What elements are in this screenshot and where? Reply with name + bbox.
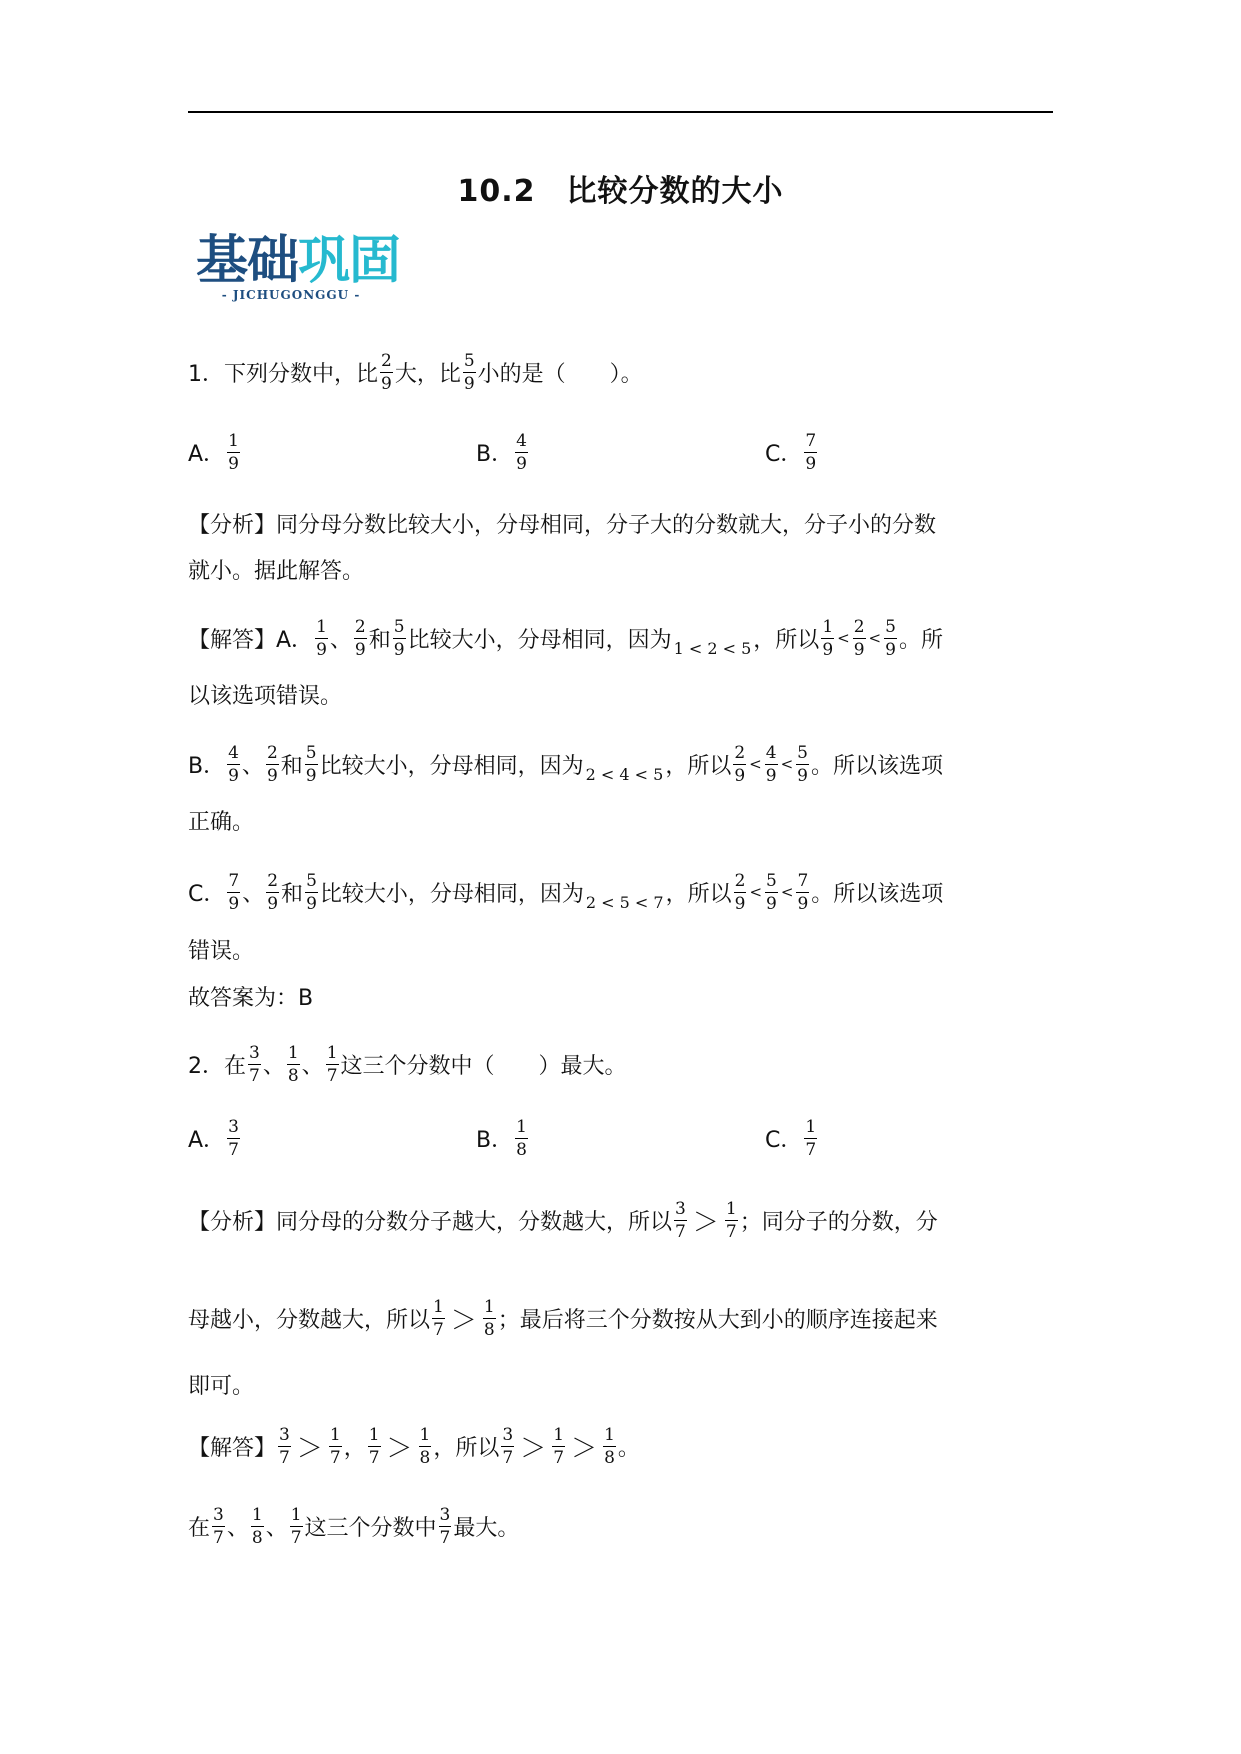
- q1-analysis: 【分析】同分母分数比较大小，分母相同，分子大的分数就大，分子小的分数: [188, 512, 937, 538]
- q2-analysis-cont: 母越小，分数越大，所以 1 7 ＞ 1 8 ；最后将三个分数按从大到小的顺序连接起来: [188, 1296, 938, 1340]
- q1-option-a: A． 1 9: [188, 430, 239, 474]
- q2-analysis: 【分析】同分母的分数分子越大，分数越大，所以 3 7 ＞ 1 7 ；同分子的分数，分: [188, 1198, 938, 1242]
- page-title: 10.2 比较分数的大小: [457, 174, 784, 209]
- q2-stem: 2．在 3 7 、 1 8 、 1 7 这三个分数中（ ）最大。: [188, 1042, 627, 1086]
- q1-solution-b-cont: 正确。: [188, 809, 255, 835]
- q2-conclusion: 在 3 7 、 1 8 、 1 7 这三个分数中 3 7 最大。: [188, 1504, 520, 1548]
- q1-solution-c: C． 7 9 、 2 9 和 5 9 比较大小，分母相同，因为 2 < 5 < 7 ，所以 2 9 < 5 9 < 7 9 。所以该选项: [188, 870, 944, 914]
- q2-option-c: C． 1 7: [765, 1116, 817, 1160]
- section-logo: [196, 232, 412, 306]
- fraction: 2 9: [381, 350, 392, 394]
- q2-solution: 【解答】 3 7 ＞ 1 7 ， 1 7 ＞ 1 8 ，所以 3 7 ＞ 1 7 ＞ 1 8 。: [188, 1424, 640, 1468]
- header-rule: [188, 111, 1053, 113]
- q2-analysis-end: 即可。: [188, 1373, 255, 1399]
- q1-solution-a: 【解答】A． 1 9 、 2 9 和 5 9 比较大小，分母相同，因为 1 < 2 < 5 ，所以 1 9 < 2 9 < 5 9 。所: [188, 616, 943, 660]
- q1-analysis-cont: 就小。据此解答。: [188, 558, 365, 584]
- q1-answer: 故答案为：B: [188, 985, 314, 1011]
- q1-option-c: C． 7 9: [765, 430, 817, 474]
- logo-subtitle: - JICHUGONGGU -: [221, 288, 361, 302]
- q1-stem: 1．下列分数中，比 2 9 大，比 5 9 小的是（ ）。: [188, 350, 643, 394]
- q1-solution-b: B． 4 9 、 2 9 和 5 9 比较大小，分母相同，因为 2 < 4 < 5 ，所以 2 9 < 4 9 < 5 9 。所以该选项: [188, 742, 943, 786]
- logo-text: 基础巩固: [196, 231, 401, 291]
- fraction: 5 9: [463, 350, 475, 394]
- q2-option-a: A． 3 7: [188, 1116, 239, 1160]
- q1-solution-a-cont: 以该选项错误。: [188, 683, 343, 709]
- q1-solution-c-cont: 错误。: [188, 938, 255, 964]
- q2-option-b: B． 1 8: [476, 1116, 527, 1160]
- q1-option-b: B． 4 9: [476, 430, 527, 474]
